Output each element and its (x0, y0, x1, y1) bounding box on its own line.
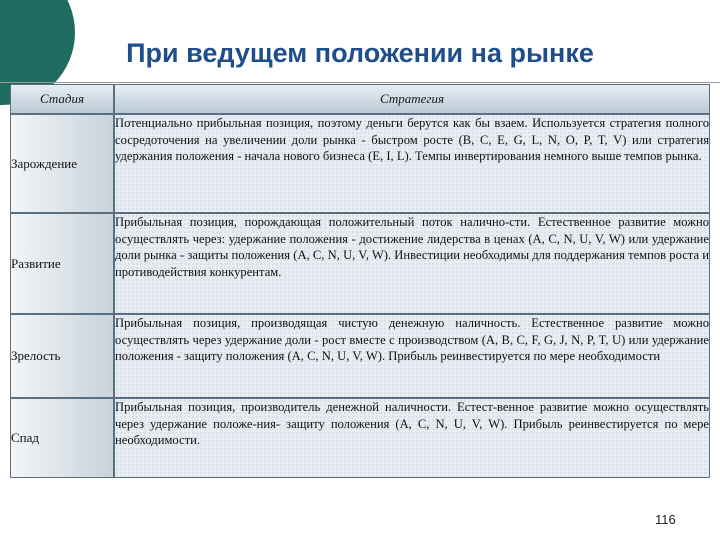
header-stage: Стадия (10, 84, 114, 114)
header-strategy: Стратегия (114, 84, 710, 114)
strategy-cell: Прибыльная позиция, производитель денежной наличности. Естест-венное развитие можно осуществлять через удержание положе-ния- защиту положения (A, C, N, U, V, W). Прибыль реинвестируется по мере необходимости. (114, 398, 710, 478)
strategy-table (10, 84, 710, 478)
table-row (10, 114, 710, 213)
stage-cell: Развитие (10, 213, 114, 314)
title-divider (0, 82, 720, 83)
table-header-row (10, 84, 710, 114)
slide-title: При ведущем положении на рынке (126, 38, 594, 68)
stage-cell: Зрелость (10, 314, 114, 398)
stage-cell: Спад (10, 398, 114, 478)
stage-cell: Зарождение (10, 114, 114, 213)
strategy-cell: Потенциально прибыльная позиция, поэтому деньги берутся как бы взаем. Используется стратегия полного сосредоточения на увеличении доли рынка - быстром росте (B, C, E, G, L, N, O, P, T, V) или стратегия удержания положения - начала нового бизнеса (E, I, L). Темпы инвертирования немного выше темпов рынка. (114, 114, 710, 213)
table-row (10, 314, 710, 398)
page-number: 116 (655, 512, 676, 527)
table-row (10, 213, 710, 314)
strategy-cell: Прибыльная позиция, производящая чистую денежную наличность. Естественное развитие можно осуществлять через удержание доли - рост вместе с производством (A, B, C, F, G, J, N, P, T, U) или удержание положения - защиту положения (A, C, N, U, V, W). Прибыль реинвестируется по мере необходимости (114, 314, 710, 398)
strategy-cell: Прибыльная позиция, порождающая положительный поток налично-сти. Естественное развитие можно осуществлять через: удержание положения - достижение лидерства в ценах (A, C, N, U, V, W) или удержание доли рынка - защиты положения (A, C, N, U, V, W). Инвестиции необходимы для поддержания темпов роста и противодействия конкурентам. (114, 213, 710, 314)
table-row (10, 398, 710, 478)
